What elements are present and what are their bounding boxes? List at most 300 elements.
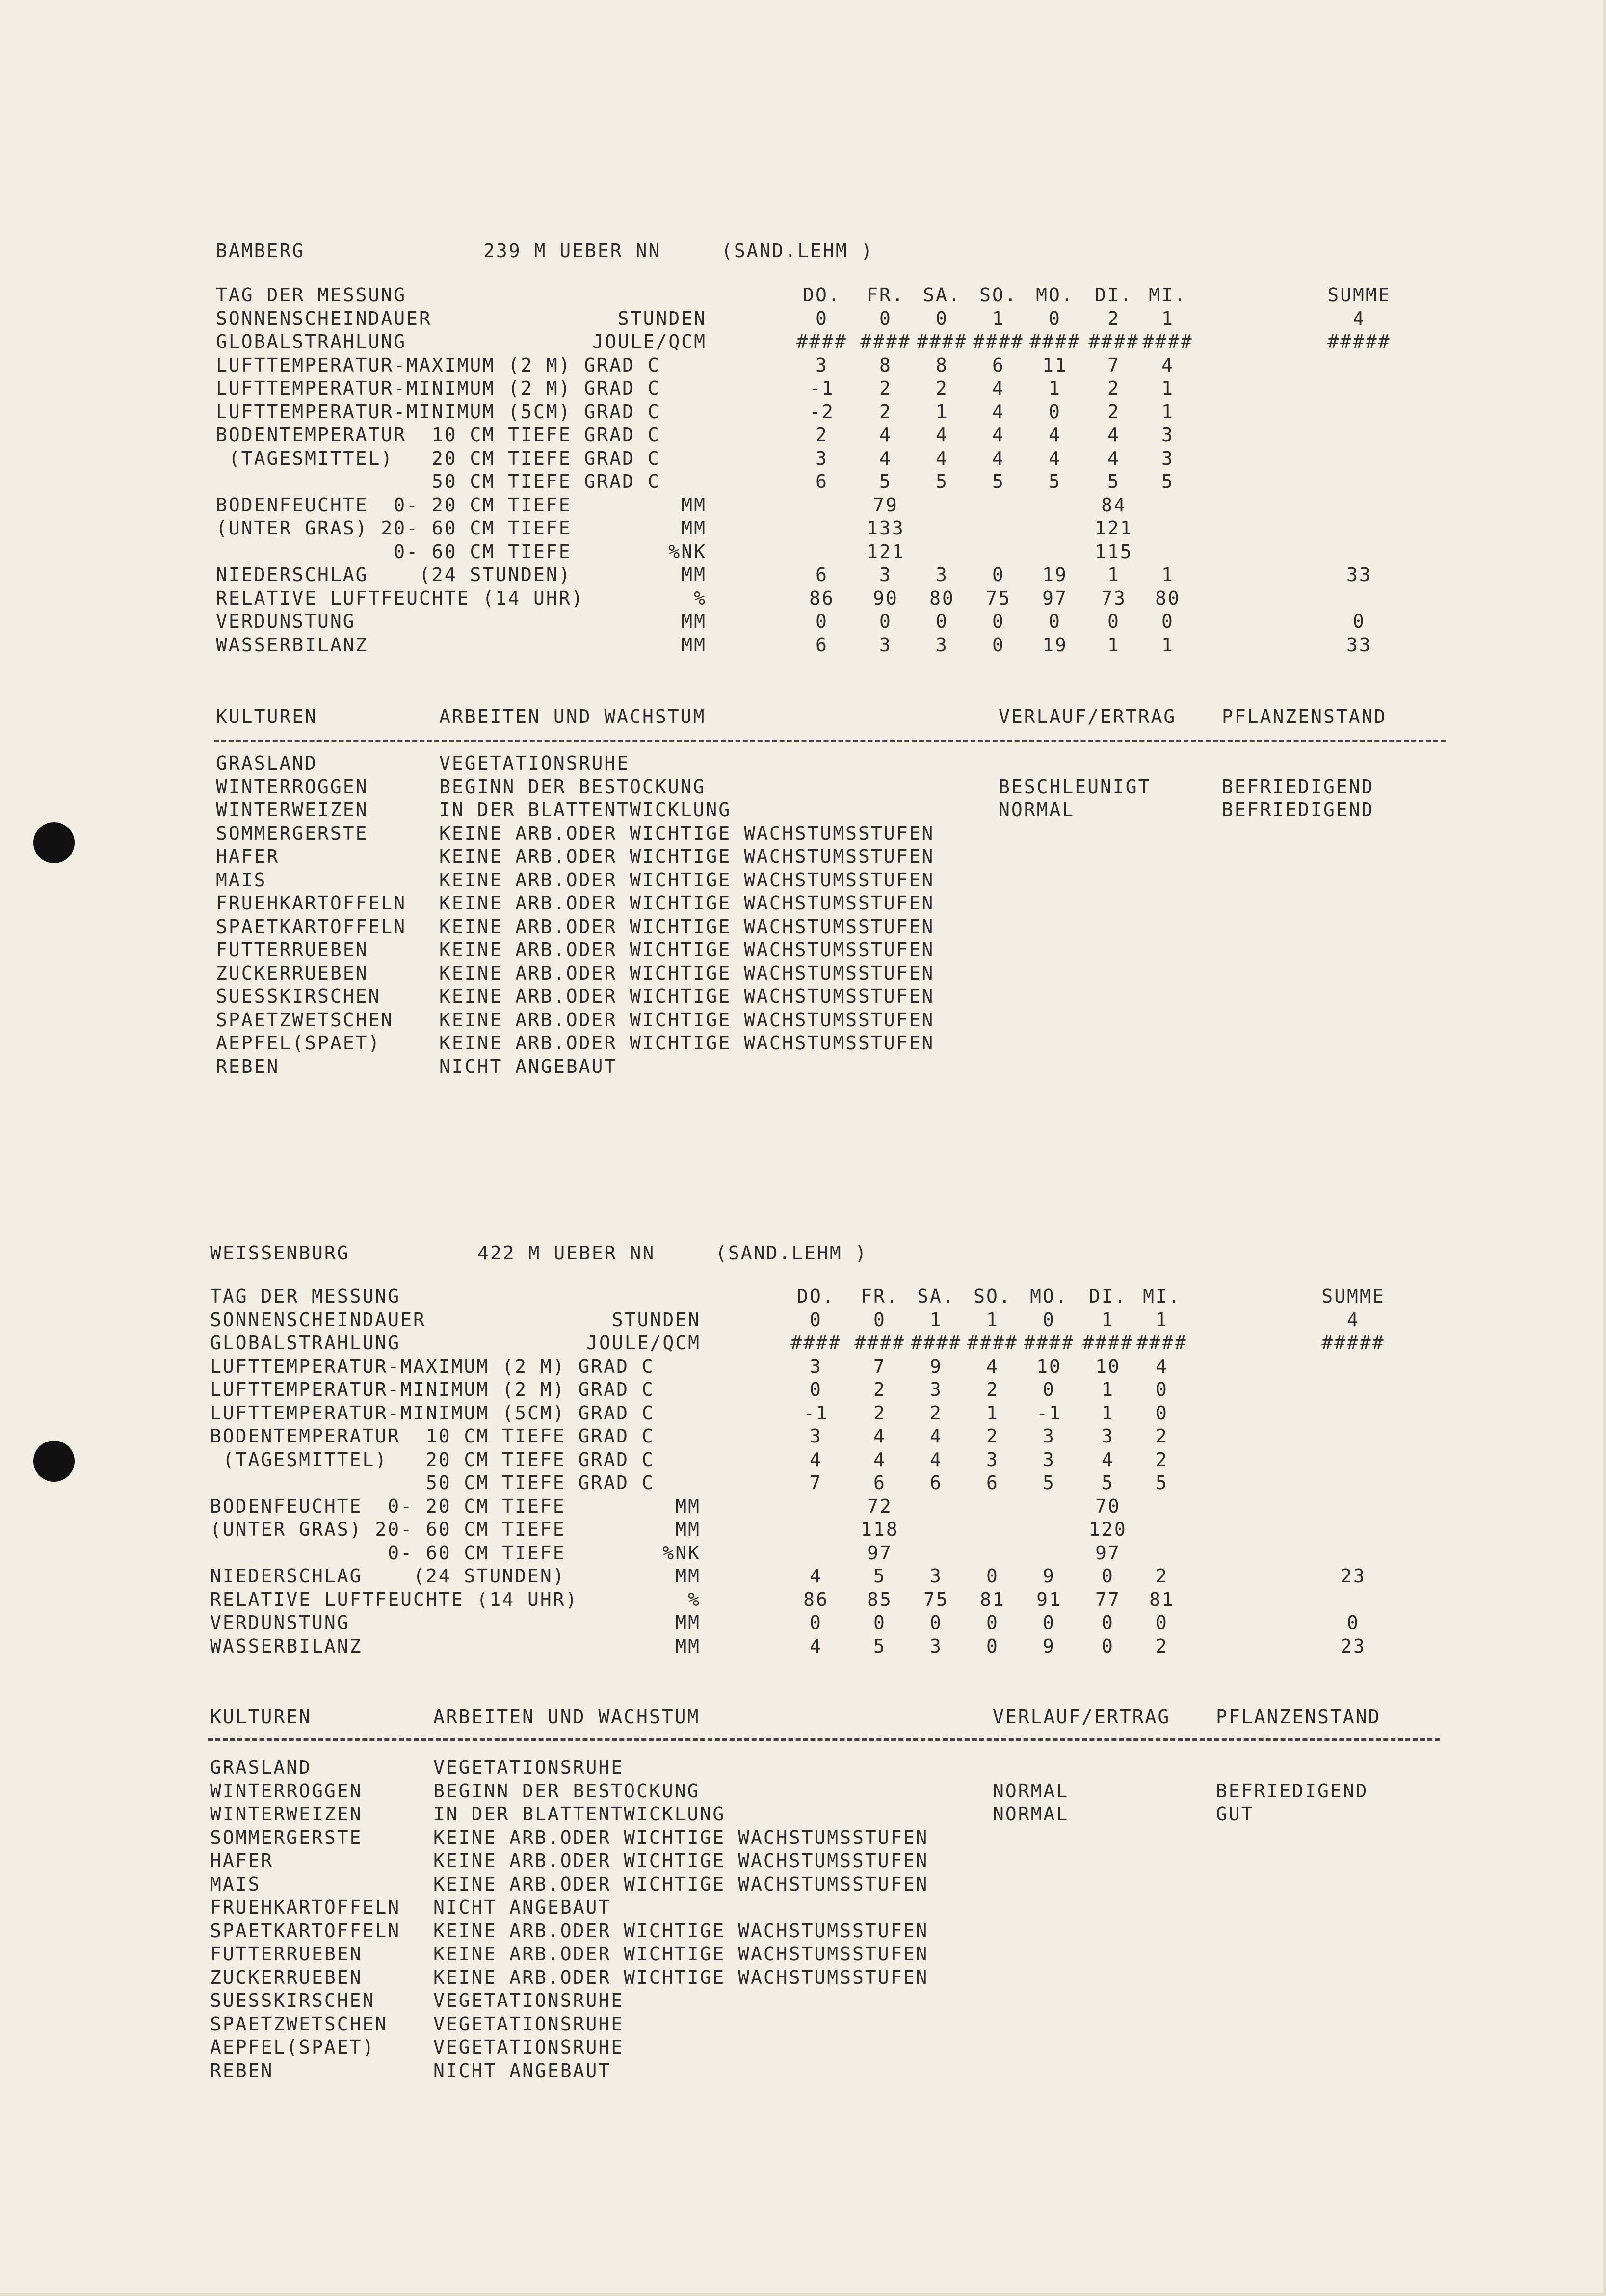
- day-header-4: SO.: [974, 1285, 1012, 1307]
- crop-name: SUESSKIRSCHEN: [210, 1990, 375, 2011]
- value-cell: 3: [936, 634, 948, 656]
- row-unit: MM: [675, 1495, 701, 1517]
- value-cell: ####: [796, 331, 847, 352]
- day-header-6: DI.: [1095, 284, 1133, 306]
- crops-header-kulturen: KULTUREN: [216, 706, 318, 727]
- value-cell: 4: [1049, 448, 1061, 469]
- value-cell: 4: [930, 1449, 943, 1470]
- sum-cell: #####: [1327, 331, 1391, 352]
- row-label: BODENTEMPERATUR 10 CM TIEFE GRAD C: [216, 424, 660, 446]
- crop-pflanzenstand: GUT: [1216, 1803, 1254, 1825]
- value-cell: ####: [854, 1332, 905, 1354]
- value-cell: 118: [861, 1519, 899, 1540]
- value-cell: 0: [810, 1612, 822, 1633]
- sum-cell: 33: [1346, 634, 1372, 656]
- value-cell: 4: [873, 1449, 886, 1470]
- row-label: RELATIVE LUFTFEUCHTE (14 UHR): [216, 587, 584, 609]
- value-cell: 11: [1042, 354, 1068, 376]
- crop-name: WINTERROGGEN: [216, 776, 369, 798]
- crop-name: AEPFEL(SPAET): [210, 2036, 375, 2058]
- value-cell: 4: [810, 1635, 822, 1657]
- row-label: VERDUNSTUNG: [210, 1612, 350, 1633]
- value-cell: 3: [930, 1635, 943, 1657]
- value-cell: 2: [936, 377, 948, 399]
- sum-cell: 4: [1347, 1309, 1360, 1331]
- value-cell: 91: [1036, 1589, 1062, 1610]
- station-elevation: 239 M UEBER NN: [483, 240, 661, 262]
- sum-cell: 4: [1353, 308, 1366, 329]
- value-cell: 0: [816, 308, 828, 329]
- value-cell: 5: [936, 471, 948, 492]
- value-cell: 97: [867, 1542, 893, 1564]
- value-cell: 3: [879, 634, 892, 656]
- crop-work: KEINE ARB.ODER WICHTIGE WACHSTUMSSTUFEN: [433, 1920, 929, 1942]
- value-cell: 0: [930, 1612, 943, 1633]
- value-cell: 0: [1102, 1612, 1114, 1633]
- row-unit: MM: [681, 564, 707, 586]
- value-cell: 3: [936, 564, 948, 586]
- value-cell: 4: [1107, 448, 1120, 469]
- day-header-5: MO.: [1036, 284, 1074, 306]
- value-cell: 3: [810, 1425, 822, 1447]
- value-cell: 86: [803, 1589, 829, 1610]
- crop-work: KEINE ARB.ODER WICHTIGE WACHSTUMSSTUFEN: [439, 1009, 935, 1031]
- value-cell: 5: [1161, 471, 1174, 492]
- value-cell: ####: [1142, 331, 1193, 352]
- value-cell: 0: [936, 308, 948, 329]
- crop-name: ZUCKERRUEBEN: [210, 1967, 363, 1988]
- crop-work: KEINE ARB.ODER WICHTIGE WACHSTUMSSTUFEN: [439, 986, 935, 1007]
- crop-work: VEGETATIONSRUHE: [433, 2013, 624, 2035]
- crop-work: KEINE ARB.ODER WICHTIGE WACHSTUMSSTUFEN: [433, 1967, 929, 1988]
- value-cell: 80: [929, 587, 955, 609]
- row-label: 50 CM TIEFE GRAD C: [210, 1472, 655, 1494]
- value-cell: 9: [1043, 1565, 1055, 1587]
- value-cell: 4: [1161, 354, 1174, 376]
- value-cell: 1: [1102, 1402, 1114, 1424]
- day-header-4: SO.: [979, 284, 1018, 306]
- crop-name: SPAETZWETSCHEN: [210, 2013, 388, 2035]
- row-label: 50 CM TIEFE GRAD C: [216, 471, 660, 492]
- value-cell: 4: [879, 424, 892, 446]
- crop-pflanzenstand: BEFRIEDIGEND: [1222, 799, 1374, 821]
- value-cell: 1: [1161, 564, 1174, 586]
- value-cell: 4: [992, 377, 1005, 399]
- value-cell: 86: [809, 587, 835, 609]
- value-cell: 9: [930, 1356, 943, 1377]
- value-cell: 3: [816, 448, 828, 469]
- value-cell: -1: [803, 1402, 829, 1424]
- value-cell: 0: [1156, 1612, 1168, 1633]
- value-cell: 0: [816, 611, 828, 632]
- value-cell: 0: [1043, 1612, 1055, 1633]
- row-label: SONNENSCHEINDAUER: [216, 308, 432, 329]
- value-cell: 8: [879, 354, 892, 376]
- row-label: LUFTTEMPERATUR-MAXIMUM (2 M) GRAD C: [216, 354, 660, 376]
- value-cell: 4: [992, 401, 1005, 423]
- row-label: LUFTTEMPERATUR-MINIMUM (5CM) GRAD C: [216, 401, 660, 423]
- value-cell: 2: [986, 1379, 999, 1400]
- value-cell: 6: [986, 1472, 999, 1494]
- value-cell: ####: [1136, 1332, 1187, 1354]
- crop-work: KEINE ARB.ODER WICHTIGE WACHSTUMSSTUFEN: [433, 1827, 929, 1848]
- value-cell: 2: [1156, 1565, 1168, 1587]
- value-cell: 3: [1043, 1449, 1055, 1470]
- value-cell: 6: [816, 471, 828, 492]
- row-label: RELATIVE LUFTFEUCHTE (14 UHR): [210, 1589, 579, 1610]
- value-cell: ####: [917, 331, 968, 352]
- row-unit: %: [694, 587, 707, 609]
- row-unit: MM: [675, 1612, 701, 1633]
- row-label: (TAGESMITTEL) 20 CM TIEFE GRAD C: [216, 448, 660, 469]
- value-cell: 4: [810, 1565, 822, 1587]
- value-cell: 5: [879, 471, 892, 492]
- crop-work: KEINE ARB.ODER WICHTIGE WACHSTUMSSTUFEN: [439, 962, 935, 984]
- value-cell: 0: [986, 1635, 999, 1657]
- value-cell: 0: [992, 564, 1005, 586]
- crop-name: REBEN: [216, 1056, 280, 1077]
- value-cell: 5: [1043, 1472, 1055, 1494]
- value-cell: 2: [873, 1402, 886, 1424]
- value-cell: 75: [923, 1589, 949, 1610]
- value-cell: 19: [1042, 634, 1068, 656]
- value-cell: 0: [992, 634, 1005, 656]
- crop-work: IN DER BLATTENTWICKLUNG: [439, 799, 732, 821]
- value-cell: 4: [992, 448, 1005, 469]
- value-cell: 3: [930, 1379, 943, 1400]
- value-cell: 2: [879, 377, 892, 399]
- value-cell: 0: [810, 1309, 822, 1331]
- row-label: SONNENSCHEINDAUER: [210, 1309, 426, 1331]
- value-cell: 3: [1161, 424, 1174, 446]
- value-cell: 1: [936, 401, 948, 423]
- sum-header: SUMME: [1327, 284, 1391, 306]
- row-label: WASSERBILANZ: [216, 634, 369, 656]
- sum-cell: 23: [1341, 1635, 1366, 1657]
- row-unit: %NK: [662, 1542, 701, 1564]
- row-label: BODENFEUCHTE 0- 20 CM TIEFE: [216, 494, 572, 516]
- row-unit: JOULE/QCM: [586, 1332, 701, 1354]
- sum-cell: 0: [1353, 611, 1366, 632]
- crop-verlauf: NORMAL: [999, 799, 1075, 821]
- day-header-7: MI.: [1149, 284, 1187, 306]
- value-cell: 0: [1049, 308, 1061, 329]
- value-cell: 2: [1107, 308, 1120, 329]
- value-cell: 7: [810, 1472, 822, 1494]
- value-cell: 0: [873, 1612, 886, 1633]
- row-label: (UNTER GRAS) 20- 60 CM TIEFE: [210, 1519, 566, 1540]
- value-cell: 4: [936, 424, 948, 446]
- value-cell: 4: [873, 1425, 886, 1447]
- crops-header-verlauf: VERLAUF/ERTRAG: [993, 1706, 1171, 1728]
- crop-work: VEGETATIONSRUHE: [433, 1757, 624, 1778]
- value-cell: ####: [790, 1332, 842, 1354]
- row-label: NIEDERSCHLAG (24 STUNDEN): [210, 1565, 566, 1587]
- punch-hole-bottom: [33, 1441, 75, 1482]
- crop-work: BEGINN DER BESTOCKUNG: [439, 776, 706, 798]
- crops-header-arbeiten: ARBEITEN UND WACHSTUM: [433, 1706, 700, 1728]
- station-elevation: 422 M UEBER NN: [477, 1242, 656, 1264]
- row-unit: MM: [681, 494, 707, 516]
- value-cell: 4: [1107, 424, 1120, 446]
- sum-cell: 33: [1346, 564, 1372, 586]
- day-header-2: FR.: [861, 1285, 899, 1307]
- value-cell: 3: [879, 564, 892, 586]
- crop-verlauf: NORMAL: [993, 1780, 1069, 1802]
- row-unit: MM: [681, 634, 707, 656]
- value-cell: 84: [1101, 494, 1127, 516]
- value-cell: 1: [1156, 1309, 1168, 1331]
- value-cell: 5: [1049, 471, 1061, 492]
- row-label: GLOBALSTRAHLUNG: [216, 331, 407, 352]
- day-header-5: MO.: [1030, 1285, 1068, 1307]
- value-cell: 7: [873, 1356, 886, 1377]
- crop-name: MAIS: [216, 869, 267, 891]
- value-cell: 3: [1161, 448, 1174, 469]
- crop-work: NICHT ANGEBAUT: [439, 1056, 617, 1077]
- row-unit: %NK: [668, 541, 707, 562]
- value-cell: ####: [973, 331, 1024, 352]
- row-unit: MM: [681, 611, 707, 632]
- day-header-6: DI.: [1089, 1285, 1127, 1307]
- value-cell: ####: [1082, 1332, 1133, 1354]
- sum-header: SUMME: [1321, 1285, 1385, 1307]
- row-label: BODENTEMPERATUR 10 CM TIEFE GRAD C: [210, 1425, 655, 1447]
- value-cell: 72: [867, 1495, 893, 1517]
- crop-name: WINTERWEIZEN: [210, 1803, 363, 1825]
- value-cell: 85: [867, 1589, 893, 1610]
- day-header-1: DO.: [803, 284, 841, 306]
- value-cell: 0: [1102, 1635, 1114, 1657]
- value-cell: 133: [867, 517, 905, 539]
- crop-name: FRUEHKARTOFFELN: [216, 892, 407, 914]
- value-cell: 4: [1102, 1449, 1114, 1470]
- value-cell: 0: [986, 1565, 999, 1587]
- measurement-day-label: TAG DER MESSUNG: [210, 1285, 401, 1307]
- day-header-3: SA.: [923, 284, 961, 306]
- sum-cell: #####: [1321, 1332, 1385, 1354]
- value-cell: ####: [860, 331, 911, 352]
- row-label: LUFTTEMPERATUR-MAXIMUM (2 M) GRAD C: [210, 1356, 655, 1377]
- value-cell: 0: [879, 611, 892, 632]
- value-cell: 10: [1095, 1356, 1121, 1377]
- value-cell: 1: [986, 1402, 999, 1424]
- value-cell: 6: [816, 634, 828, 656]
- value-cell: 1: [1102, 1309, 1114, 1331]
- crop-name: AEPFEL(SPAET): [216, 1032, 381, 1054]
- value-cell: 2: [873, 1379, 886, 1400]
- value-cell: 4: [810, 1449, 822, 1470]
- value-cell: ####: [1029, 331, 1080, 352]
- value-cell: 6: [992, 354, 1005, 376]
- value-cell: 2: [930, 1402, 943, 1424]
- value-cell: 0: [986, 1612, 999, 1633]
- day-header-7: MI.: [1143, 1285, 1181, 1307]
- crop-name: SOMMERGERSTE: [216, 823, 369, 844]
- crop-work: KEINE ARB.ODER WICHTIGE WACHSTUMSSTUFEN: [433, 1850, 929, 1871]
- value-cell: 1: [1107, 634, 1120, 656]
- value-cell: 81: [1149, 1589, 1175, 1610]
- value-cell: 79: [873, 494, 898, 516]
- day-header-2: FR.: [867, 284, 905, 306]
- value-cell: 115: [1095, 541, 1133, 562]
- row-label: GLOBALSTRAHLUNG: [210, 1332, 401, 1354]
- crop-verlauf: BESCHLEUNIGT: [999, 776, 1151, 798]
- value-cell: 5: [1107, 471, 1120, 492]
- value-cell: 5: [1102, 1472, 1114, 1494]
- value-cell: 0: [873, 1309, 886, 1331]
- row-label: LUFTTEMPERATUR-MINIMUM (2 M) GRAD C: [210, 1379, 655, 1400]
- row-unit: MM: [675, 1519, 701, 1540]
- value-cell: 2: [986, 1425, 999, 1447]
- value-cell: 2: [1107, 377, 1120, 399]
- value-cell: 5: [992, 471, 1005, 492]
- row-label: (TAGESMITTEL) 20 CM TIEFE GRAD C: [210, 1449, 655, 1470]
- crop-work: NICHT ANGEBAUT: [433, 2060, 611, 2082]
- value-cell: 0: [810, 1379, 822, 1400]
- crop-name: GRASLAND: [216, 752, 318, 774]
- value-cell: 1: [1161, 401, 1174, 423]
- row-label: (UNTER GRAS) 20- 60 CM TIEFE: [216, 517, 572, 539]
- day-header-1: DO.: [797, 1285, 835, 1307]
- crop-work: KEINE ARB.ODER WICHTIGE WACHSTUMSSTUFEN: [439, 1032, 935, 1054]
- value-cell: ####: [967, 1332, 1018, 1354]
- value-cell: 4: [986, 1356, 999, 1377]
- value-cell: -1: [809, 377, 835, 399]
- value-cell: 4: [1156, 1356, 1168, 1377]
- value-cell: 3: [930, 1565, 943, 1587]
- value-cell: 75: [986, 587, 1011, 609]
- crop-name: SPAETKARTOFFELN: [216, 916, 407, 937]
- value-cell: -1: [1036, 1402, 1062, 1424]
- value-cell: 6: [816, 564, 828, 586]
- crop-work: KEINE ARB.ODER WICHTIGE WACHSTUMSSTUFEN: [439, 846, 935, 867]
- crops-header-kulturen: KULTUREN: [210, 1706, 312, 1728]
- value-cell: 3: [986, 1449, 999, 1470]
- value-cell: 3: [816, 354, 828, 376]
- value-cell: 19: [1042, 564, 1068, 586]
- dashed-divider: [214, 740, 1446, 742]
- crop-name: SUESSKIRSCHEN: [216, 986, 381, 1007]
- crop-name: FRUEHKARTOFFELN: [210, 1896, 401, 1918]
- value-cell: 5: [873, 1565, 886, 1587]
- dashed-divider: [208, 1738, 1440, 1741]
- value-cell: 2: [1107, 401, 1120, 423]
- crop-work: VEGETATIONSRUHE: [433, 1990, 624, 2011]
- row-label: NIEDERSCHLAG (24 STUNDEN): [216, 564, 572, 586]
- value-cell: 4: [992, 424, 1005, 446]
- value-cell: 1: [1102, 1379, 1114, 1400]
- value-cell: 0: [1043, 1379, 1055, 1400]
- value-cell: 1: [1161, 634, 1174, 656]
- value-cell: 3: [1043, 1425, 1055, 1447]
- value-cell: 4: [1049, 424, 1061, 446]
- value-cell: 6: [873, 1472, 886, 1494]
- crop-work: KEINE ARB.ODER WICHTIGE WACHSTUMSSTUFEN: [433, 1873, 929, 1895]
- crop-work: VEGETATIONSRUHE: [433, 2036, 624, 2058]
- sum-cell: 23: [1341, 1565, 1366, 1587]
- value-cell: 0: [1156, 1402, 1168, 1424]
- value-cell: 0: [879, 308, 892, 329]
- value-cell: 2: [1156, 1425, 1168, 1447]
- value-cell: 0: [1161, 611, 1174, 632]
- crop-work: NICHT ANGEBAUT: [433, 1896, 611, 1918]
- row-unit: %: [688, 1589, 701, 1610]
- crop-work: IN DER BLATTENTWICKLUNG: [433, 1803, 726, 1825]
- measurement-day-label: TAG DER MESSUNG: [216, 284, 407, 306]
- row-unit: MM: [681, 517, 707, 539]
- value-cell: ####: [1024, 1332, 1075, 1354]
- value-cell: 1: [1161, 308, 1174, 329]
- crop-work: KEINE ARB.ODER WICHTIGE WACHSTUMSSTUFEN: [439, 823, 935, 844]
- value-cell: 1: [992, 308, 1005, 329]
- value-cell: 0: [1043, 1309, 1055, 1331]
- value-cell: 1: [1107, 564, 1120, 586]
- value-cell: 1: [986, 1309, 999, 1331]
- value-cell: 4: [930, 1425, 943, 1447]
- value-cell: 2: [879, 401, 892, 423]
- value-cell: 6: [930, 1472, 943, 1494]
- row-label: 0- 60 CM TIEFE: [216, 541, 572, 562]
- value-cell: 120: [1089, 1519, 1127, 1540]
- value-cell: 0: [1107, 611, 1120, 632]
- crops-header-arbeiten: ARBEITEN UND WACHSTUM: [439, 706, 706, 727]
- day-header-3: SA.: [917, 1285, 955, 1307]
- value-cell: 80: [1155, 587, 1181, 609]
- value-cell: 1: [930, 1309, 943, 1331]
- value-cell: 1: [1049, 377, 1061, 399]
- crop-name: SOMMERGERSTE: [210, 1827, 363, 1848]
- value-cell: 2: [816, 424, 828, 446]
- crop-verlauf: NORMAL: [993, 1803, 1069, 1825]
- value-cell: ####: [911, 1332, 962, 1354]
- value-cell: 0: [1049, 611, 1061, 632]
- value-cell: 3: [1102, 1425, 1114, 1447]
- crops-header-pflanzenstand: PFLANZENSTAND: [1216, 1706, 1381, 1728]
- crop-work: KEINE ARB.ODER WICHTIGE WACHSTUMSSTUFEN: [439, 892, 935, 914]
- crop-name: MAIS: [210, 1873, 261, 1895]
- crop-pflanzenstand: BEFRIEDIGEND: [1216, 1780, 1369, 1802]
- row-label: VERDUNSTUNG: [216, 611, 356, 632]
- crop-pflanzenstand: BEFRIEDIGEND: [1222, 776, 1374, 798]
- value-cell: 7: [1107, 354, 1120, 376]
- value-cell: 97: [1095, 1542, 1121, 1564]
- row-label: LUFTTEMPERATUR-MINIMUM (5CM) GRAD C: [210, 1402, 655, 1424]
- station-name: WEISSENBURG: [210, 1242, 350, 1264]
- punch-hole-top: [33, 822, 75, 863]
- value-cell: 121: [867, 541, 905, 562]
- value-cell: 97: [1042, 587, 1068, 609]
- value-cell: 1: [1161, 377, 1174, 399]
- value-cell: 90: [873, 587, 898, 609]
- crop-name: WINTERWEIZEN: [216, 799, 369, 821]
- sum-cell: 0: [1347, 1612, 1360, 1633]
- value-cell: 0: [936, 611, 948, 632]
- crop-name: ZUCKERRUEBEN: [216, 962, 369, 984]
- crop-name: GRASLAND: [210, 1757, 312, 1778]
- crop-name: WINTERROGGEN: [210, 1780, 363, 1802]
- station-soil: (SAND.LEHM ): [721, 240, 874, 262]
- value-cell: 0: [1156, 1379, 1168, 1400]
- value-cell: ####: [1088, 331, 1139, 352]
- row-unit: STUNDEN: [611, 1309, 701, 1331]
- row-label: LUFTTEMPERATUR-MINIMUM (2 M) GRAD C: [216, 377, 660, 399]
- value-cell: 0: [992, 611, 1005, 632]
- crop-work: VEGETATIONSRUHE: [439, 752, 630, 774]
- station-soil: (SAND.LEHM ): [715, 1242, 868, 1264]
- value-cell: 77: [1095, 1589, 1121, 1610]
- crop-name: SPAETZWETSCHEN: [216, 1009, 394, 1031]
